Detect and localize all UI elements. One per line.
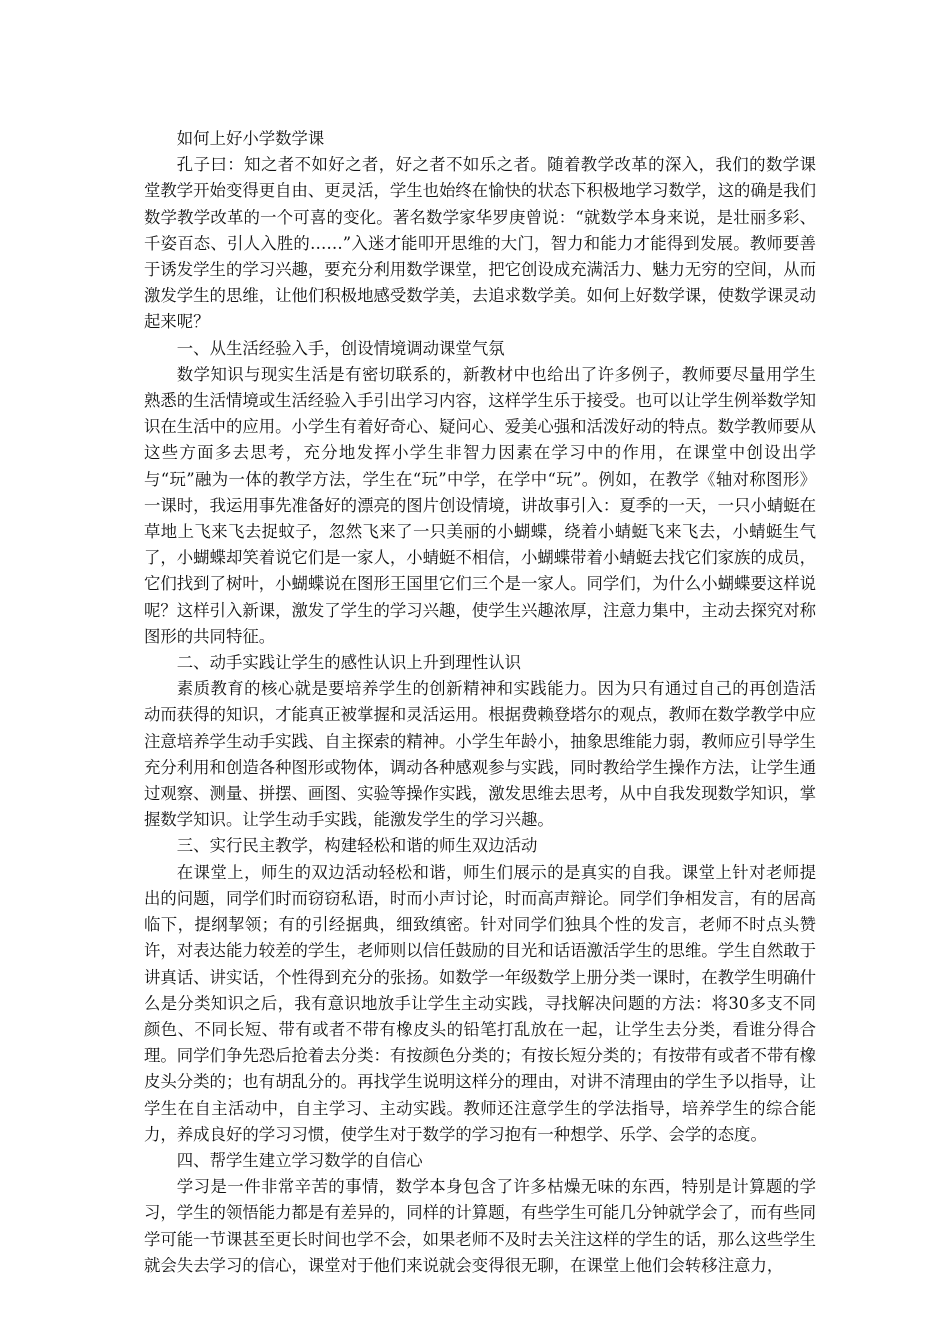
paragraph-section-4: 学习是一件非常辛苦的事情，数学本身包含了许多枯燥无味的东西，特别是计算题的学习，学生的领悟能力都是有差异的，同样的计算题，有些学生可能几分钟就学会了，而有些同学可能一节课甚至更长时间也学不会，如果老师不及时去关注这样的学生的话，那么这些学生就会失去学习的信心，课堂对于他们来说就会变得很无聊，在课堂上他们会转移注意力，: [144, 1177, 817, 1275]
document-title: 如何上好小学数学课: [176, 129, 325, 148]
section-heading-4: 四、帮学生建立学习数学的自信心: [176, 1150, 423, 1170]
section-heading-3: 三、实行民主教学，构建轻松和谐的师生双边活动: [176, 836, 538, 856]
section-heading-2: 二、动手实践让学生的感性认识上升到理性认识: [176, 653, 521, 673]
paragraph-section-2: 素质教育的核心就是要培养学生的创新精神和实践能力。因为只有通过自己的再创造活动而获得的知识，才能真正被掌握和灵活运用。根据费赖登塔尔的观点，教师在数学教学中应注意培养学生动手实践、自主探索的精神。小学生年龄小，抽象思维能力弱，教师应引导学生充分利用和创造各种图形或物体，调动各种感观参与实践，同时教给学生操作方法，让学生通过观察、测量、拼摆、画图、实验等操作实践，激发思维去思考，从中自我发现数学知识，掌握数学知识。让学生动手实践，能激发学生的学习兴趣。: [144, 679, 817, 830]
section-heading-1: 一、从生活经验入手，创设情境调动课堂气氛: [176, 338, 505, 358]
paragraph-section-1: 数学知识与现实生活是有密切联系的，新教材中也给出了许多例子，教师要尽量用学生熟悉的生活情境或生活经验入手引出学习内容，这样学生乐于接受。也可以让学生例举数学知识在生活中的应用。小学生有着好奇心、疑问心、爱美心强和活泼好动的特点。数学教师要从这些方面多去思考，充分地发挥小学生非智力因素在学习中的作用，在课堂中创设出学与“玩”融为一体的教学方法，学生在“玩”中学，在学中“玩”。例如，在教学《轴对称图形》一课时，我运用事先准备好的漂亮的图片创设情境，讲故事引入：夏季的一天，一只小蜻蜓在草地上飞来飞去捉蚊子，忽然飞来了一只美丽的小蝴蝶，绕着小蜻蜓飞来飞去，小蜻蜓生气了，小蝴蝶却笑着说它们是一家人，小蜻蜓不相信，小蝴蝶带着小蜻蜓去找它们家族的成员，它们找到了树叶，小蝴蝶说在图形王国里它们三个是一家人。同学们，为什么小蝴蝶要这样说呢？这样引入新课，激发了学生的学习兴趣，使学生兴趣浓厚，注意力集中，主动去探究对称图形的共同特征。: [144, 364, 817, 646]
document-page: [144, 126, 816, 1279]
paragraph-section-3: 在课堂上，师生的双边活动轻松和谐，师生们展示的是真实的自我。课堂上针对老师提出的问题，同学们时而窃窃私语，时而小声讨论，时而高声辩论。同学们争相发言，有的居高临下，提纲挈领；有的引经据典，细致缜密。针对同学们独具个性的发言，老师不时点头赞许，对表达能力较差的学生，老师则以信任鼓励的目光和话语激活学生的思维。学生自然敢于讲真话、讲实话，个性得到充分的张扬。如数学一年级数学上册分类一课时，在教学生明确什么是分类知识之后，我有意识地放手让学生主动实践，寻找解决问题的方法：将30多支不同颜色、不同长短、带有或者不带有橡皮头的铅笔打乱放在一起，让学生去分类，看谁分得合理。同学们争先恐后抢着去分类：有按颜色分类的；有按长短分类的；有按带有或者不带有橡皮头分类的；也有胡乱分的。再找学生说明这样分的理由，对讲不清理由的学生予以指导，让学生在自主活动中，自主学习、主动实践。教师还注意学生的学法指导，培养学生的综合能力，养成良好的学习习惯，使学生对于数学的学习抱有一种想学、乐学、会学的态度。: [144, 862, 817, 1144]
paragraph-intro: 孔子曰：知之者不如好之者，好之者不如乐之者。随着教学改革的深入，我们的数学课堂教学开始变得更自由、更灵活，学生也始终在愉快的状态下积极地学习数学，这的确是我们数学教学改革的一个可喜的变化。著名数学家华罗庚曾说：“就数学本身来说，是壮丽多彩、千姿百态、引人入胜的……”入迷才能叩开思维的大门，智力和能力才能得到发展。教师要善于诱发学生的学习兴趣，要充分利用数学课堂，把它创设成充满活力、魅力无穷的空间，从而激发学生的思维，让他们积极地感受数学美，去追求数学美。如何上好数学课，使数学课灵动起来呢？: [144, 155, 817, 332]
